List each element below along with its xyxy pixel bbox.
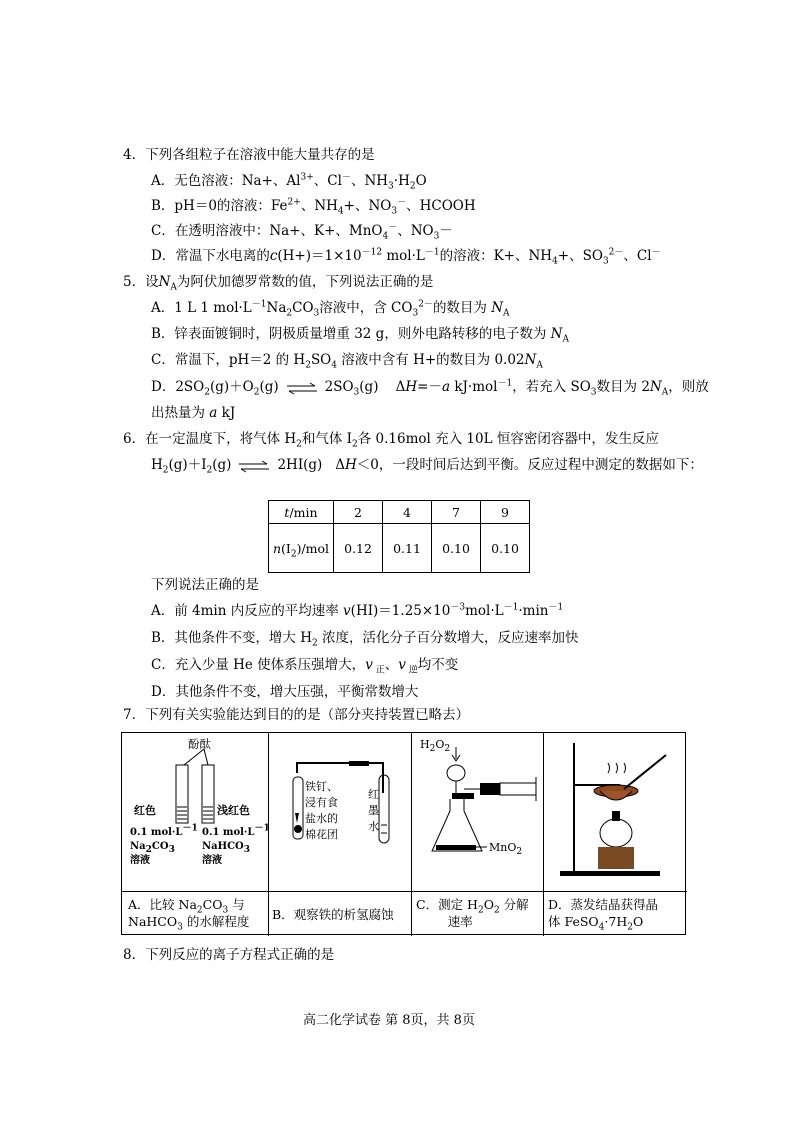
table-row — [269, 524, 530, 573]
q5-option-b: B．锌表面镀铜时，阴极质量增重 32 g，则外电路转移的电子数为 $N_A$ — [151, 326, 569, 345]
table-cell: 0.12 — [334, 524, 383, 573]
q4-stem: 4．下列各组粒子在溶液中能大量共存的是 — [123, 147, 375, 163]
fig-a-right-color: 浅红色 — [217, 804, 250, 817]
q4-option-c: C．在透明溶液中：Na+、K+、MnO$_4$－、$NO_3-$ — [151, 222, 453, 242]
fig-b-ink-label: 红 墨 水 — [368, 788, 379, 833]
table-cell: 9 — [481, 501, 530, 524]
table-row — [269, 501, 530, 524]
q6-option-a: A．前 4min 内反应的平均速率 $v(HI)=1.25\times 10^{-3}mol\cdot L^{-1}\cdot\min^{-1}$ — [151, 602, 564, 619]
corrosion-apparatus-diagram — [269, 733, 411, 891]
q4-option-a: A．无色溶液：Na+、$Al^{3+}$、Cl－、$NH_3\cdot H_2O$ — [151, 172, 427, 192]
equilibrium-arrow-icon — [237, 459, 271, 473]
page-footer: 高二化学试卷 第 8页，共 8页 — [303, 1013, 475, 1028]
fig-c-mno2: MnO$_2$ — [489, 841, 523, 858]
q7-caption-c: C．测定 $H_2O_2$ 分解 速率 — [416, 897, 529, 929]
table-cell: 0.11 — [383, 524, 432, 573]
fig-a-right-label: 0.1 $mol\cdot L^{-1}$ NaHCO$_3$ 溶液 — [202, 823, 270, 866]
table-cell: 0.10 — [432, 524, 481, 573]
table-cell: 0.10 — [481, 524, 530, 573]
q5-option-d-cont: 出热量为 a kJ — [151, 405, 236, 421]
q5-stem: 5．设$N_A$为阿伏加德罗常数的值，下列说法正确的是 — [123, 274, 434, 293]
q7-caption-a: A．比较 $Na_2CO_3$ 与 NaHCO$_3$ 的水解程度 — [128, 897, 250, 933]
q5-option-d: D．$2SO_2(g)+O_2(g)$ $2SO_3(g)$ ΔH=－a kJ·mol$^{-1}$，若充入 $SO_3$数目为 $2N_A$，则放 — [151, 378, 709, 398]
q6-equation: $H_2(g)+I_2(g)$ 2HI(g) ΔH＜0，一段时间后达到平衡。反应过程中测定的数据如下： — [151, 457, 703, 476]
q7-figure-table — [121, 732, 686, 935]
table-head-time: t/min — [269, 501, 334, 524]
fig-c-h2o2: $H_2O_2$ — [420, 738, 451, 755]
q5-option-a: A．1 L 1 $mol\cdot L^{-1}Na_2CO_3$溶液中，含 $CO_3^{2-}$的数目为 $N_A$ — [151, 299, 510, 319]
q6-option-d: D．其他条件不变，增大压强，平衡常数增大 — [151, 684, 419, 700]
fig-a-reagent: 酚酞 — [188, 737, 211, 751]
q5-option-c: C．常温下，pH＝2 的 $H_2SO_4$ 溶液中含有 H+的数目为 $0.02N_A$ — [151, 352, 543, 371]
table-cell: 7 — [432, 501, 481, 524]
flask-syringe-diagram — [412, 733, 543, 891]
q4-option-b: B．pH＝0的溶液：$Fe^{2+}$、$NH_4+$、$NO_3^-$、HCOOH — [151, 197, 476, 217]
q8-stem: 8．下列反应的离子方程式正确的是 — [123, 947, 335, 963]
q7-caption-b: B．观察铁的析氢腐蚀 — [272, 907, 394, 922]
q6-data-table — [268, 500, 530, 573]
fig-a-left-color: 红色 — [134, 804, 156, 817]
q7-caption-d: D．蒸发结晶获得晶 体 $FeSO_4\cdot 7H_2O$ — [548, 897, 659, 933]
fig-a-left-label: 0.1 $mol\cdot L^{-1}$ $Na_2CO_3$ 溶液 — [130, 823, 198, 866]
equilibrium-arrow-icon — [285, 381, 319, 395]
table-cell: 2 — [334, 501, 383, 524]
evaporation-apparatus-diagram — [544, 733, 686, 891]
table-head-amount: $n(I_2)$/mol — [269, 524, 334, 573]
q6-option-b: B．其他条件不变，增大 $H_2$ 浓度，活化分子百分数增大，反应速率加快 — [151, 630, 579, 649]
q6-option-c: C．充入少量 He 使体系压强增大，v $_正$、v $_逆$均不变 — [151, 657, 459, 676]
fig-b-label: 铁钉、 浸有食 盐水的 棉花团 — [305, 780, 338, 841]
q6-lead: 下列说法正确的是 — [151, 577, 259, 593]
q4-option-d: D．常温下水电离的$c(H+)=1\times 10^{-12}$ $mol\cdot L^{-1}$的溶液：K+、$NH_4+$、$SO_3^{2-}$、Cl－ — [151, 247, 661, 267]
table-cell: 4 — [383, 501, 432, 524]
q6-stem: 6．在一定温度下，将气体 $H_2$和气体 $I_2$各 0.16mol 充入 10L 恒容密闭容器中，发生反应 — [123, 431, 659, 450]
q7-stem: 7．下列有关实验能达到目的的是（部分夹持装置已略去） — [123, 707, 470, 723]
